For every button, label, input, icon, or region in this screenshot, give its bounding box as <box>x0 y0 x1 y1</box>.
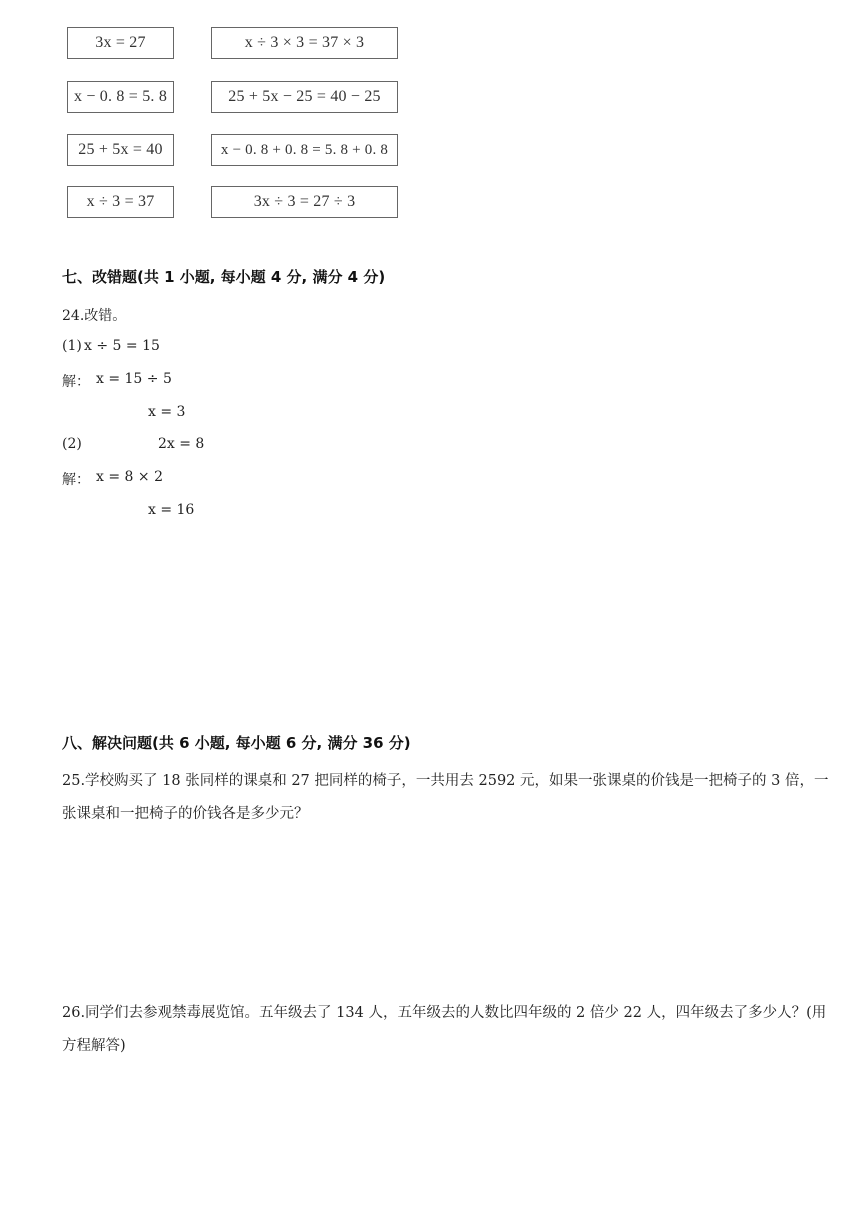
equation-box-left-4: x ÷ 3 = 37 <box>67 186 174 218</box>
section-7-heading: 七、改错题(共 1 小题, 每小题 4 分, 满分 4 分) <box>62 268 386 286</box>
part-1-step-1: x = 15 ÷ 5 <box>96 371 172 387</box>
question-24-title: 24.改错。 <box>62 308 127 324</box>
question-26-text: 26.同学们去参观禁毒展览馆。五年级去了 134 人，五年级去的人数比四年级的 2 倍少 22 人，四年级去了多少人？(用方程解答) <box>62 1005 827 1054</box>
part-2-step-2: x = 16 <box>148 502 195 518</box>
section-8-heading: 八、解决问题(共 6 小题, 每小题 6 分, 满分 36 分) <box>62 734 411 752</box>
equation-box-right-2: 25 + 5x − 25 = 40 − 25 <box>211 81 398 113</box>
part-1-label: (1) <box>62 338 82 354</box>
equation-box-left-3: 25 + 5x = 40 <box>67 134 174 166</box>
equation-box-right-1: x ÷ 3 × 3 = 37 × 3 <box>211 27 398 59</box>
equation-box-right-3: x − 0. 8 + 0. 8 = 5. 8 + 0. 8 <box>211 134 398 166</box>
part-1-step-2: x = 3 <box>148 404 186 420</box>
part-2-step-1: x = 8 × 2 <box>96 469 163 485</box>
part-2-solution-label: 解： <box>62 472 90 488</box>
equation-box-right-4: 3x ÷ 3 = 27 ÷ 3 <box>211 186 398 218</box>
question-25-text: 25.学校购买了 18 张同样的课桌和 27 把同样的椅子，一共用去 2592 元，如果一张课桌的价钱是一把椅子的 3 倍，一张课桌和一把椅子的价钱各是多少元？ <box>62 773 829 822</box>
part-2-equation: 2x = 8 <box>158 436 205 452</box>
equation-box-left-1: 3x = 27 <box>67 27 174 59</box>
part-2-label: (2) <box>62 436 82 452</box>
equation-box-left-2: x − 0. 8 = 5. 8 <box>67 81 174 113</box>
part-1-equation: x ÷ 5 = 15 <box>84 338 160 354</box>
part-1-solution-label: 解： <box>62 374 90 390</box>
